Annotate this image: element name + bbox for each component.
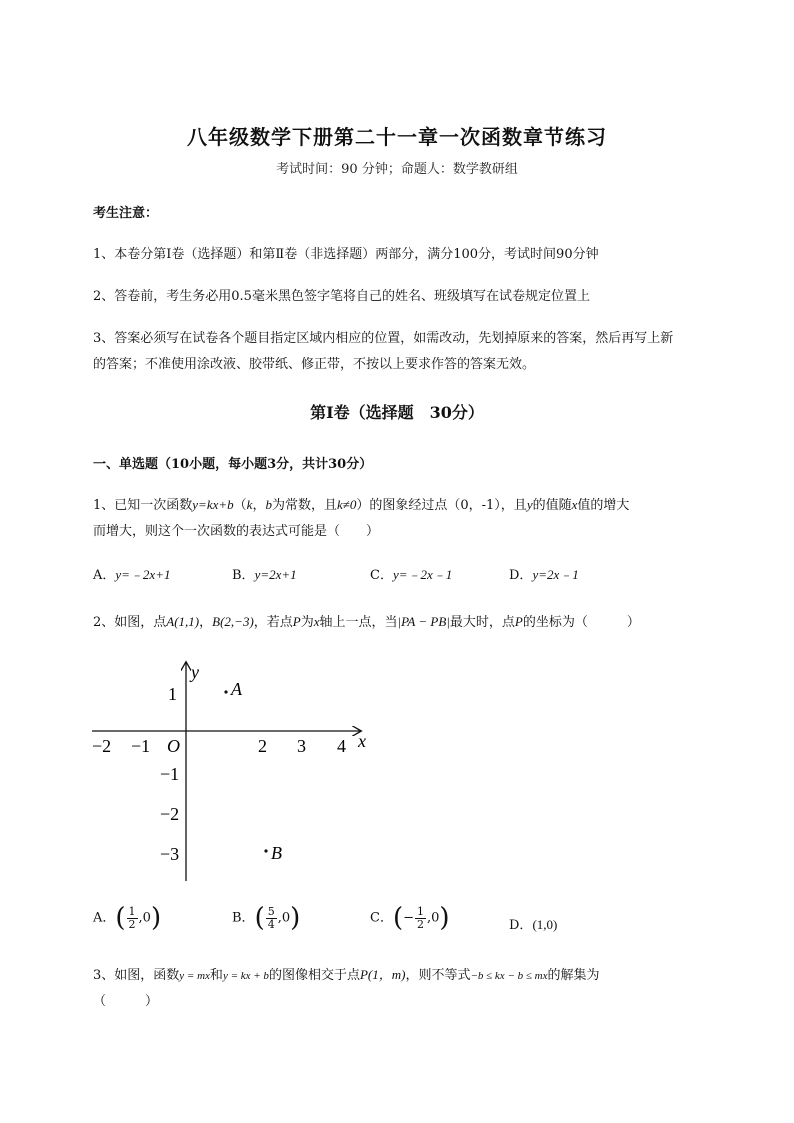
fraction <box>266 906 277 931</box>
point-a-marker <box>224 690 227 693</box>
q2-option-a[interactable] <box>93 905 161 931</box>
q1-text: 的值随 <box>532 498 572 513</box>
question-3-stem <box>93 964 600 983</box>
q3-function-1: y = mx <box>179 970 210 982</box>
question-1-stem <box>93 494 629 513</box>
denominator: 2 <box>128 917 136 931</box>
q3-text: 3、如图，函数 <box>93 968 180 983</box>
q1-var-y: y <box>526 497 533 512</box>
q3-text: 的图像相交于点 <box>268 968 360 983</box>
x-tick-label: −1 <box>131 736 151 756</box>
q2-abs-expression: |PA − PB| <box>397 614 450 629</box>
q1-text: ）的图象经过点（0，-1），且 <box>356 498 527 513</box>
fraction <box>127 906 138 931</box>
q1-text: 为常数，且 <box>271 498 337 513</box>
q1-text: （ <box>233 498 247 513</box>
q3-function-2: y = kx + b <box>222 970 269 982</box>
option-value: y=2x﹣1 <box>532 567 579 582</box>
x-tick-label: 4 <box>337 736 346 756</box>
option-label: C． <box>370 568 393 583</box>
q2-text: 最大时，点 <box>449 615 515 630</box>
option-label: A． <box>93 568 116 583</box>
q1-option-b[interactable] <box>232 564 297 583</box>
coordinate-figure <box>88 655 378 890</box>
option-tail: ,0 <box>427 910 440 926</box>
q3-text: ，则不等式 <box>405 968 471 983</box>
y-tick-label: −2 <box>160 804 180 824</box>
paren-left: ( <box>392 903 404 933</box>
numerator: 5 <box>267 904 275 918</box>
paren-right: ) <box>439 903 450 933</box>
paren-left: ( <box>115 903 126 933</box>
q1-text: 1、已知一次函数 <box>93 498 193 513</box>
q1-text: ， <box>252 498 266 513</box>
option-value: y=2x+1 <box>254 567 297 582</box>
point-b-marker <box>264 849 267 852</box>
q2-text: ，若点 <box>253 615 293 630</box>
denominator: 4 <box>267 917 275 931</box>
q1-var-b: b <box>265 497 272 512</box>
option-tail: ,0 <box>277 910 291 926</box>
question-3-stem-cont: （ ） <box>93 994 159 1009</box>
point-b-label: B <box>271 843 282 863</box>
q2-point-a: A(1,1) <box>166 614 200 629</box>
page-title: 八年级数学下册第二十一章一次函数章节练习 <box>187 125 607 149</box>
q2-option-c[interactable] <box>370 905 450 931</box>
q2-text: 为 <box>300 615 314 630</box>
q1-option-c[interactable] <box>370 564 452 583</box>
q2-text: 2、如图，点 <box>93 615 167 630</box>
x-tick-label: 3 <box>297 736 306 756</box>
option-value: y=﹣2x+1 <box>115 567 171 582</box>
option-label: C． <box>370 910 393 926</box>
q2-option-b[interactable] <box>232 905 300 931</box>
numerator: 1 <box>417 904 425 918</box>
x-tick-label: 2 <box>258 736 267 756</box>
y-tick-labels <box>160 684 179 864</box>
option-label: A． <box>93 910 116 926</box>
paren-right: ) <box>150 903 162 933</box>
q1-option-d[interactable] <box>509 564 579 583</box>
q1-condition: k≠0 <box>336 497 357 512</box>
question-1-stem-cont: 而增大，则这个一次函数的表达式可能是（ ） <box>93 524 380 539</box>
option-value: (1,0) <box>532 917 558 932</box>
y-axis-label: y <box>191 662 199 682</box>
q1-function: y=kx+b <box>192 497 234 512</box>
q3-point-p: P(1，m) <box>359 967 406 982</box>
notice-item-3: 3、答案必须写在试卷各个题目指定区域内相应的位置，如需改动，先划掉原来的答案，然后再写上新 <box>93 331 674 346</box>
q2-var-p: P <box>514 614 523 629</box>
minus-sign: − <box>403 910 415 926</box>
q2-var-p: P <box>292 614 301 629</box>
notice-heading: 考生注意： <box>93 206 159 221</box>
part-heading: 一、单选题（10小题，每小题3分，共计30分） <box>93 457 373 472</box>
origin-label: O <box>167 736 180 756</box>
q1-text: 值的增大 <box>577 498 630 513</box>
q2-point-b: B(2,−3) <box>212 614 254 629</box>
option-label: B． <box>232 910 255 926</box>
x-tick-label: −2 <box>92 736 112 756</box>
paren-right: ) <box>290 903 301 933</box>
option-label: D． <box>509 918 533 933</box>
option-label: B． <box>232 568 255 583</box>
y-tick-label: −1 <box>160 764 180 784</box>
x-tick-labels <box>92 736 346 756</box>
option-label: D． <box>509 568 533 583</box>
q1-option-a[interactable] <box>93 564 170 583</box>
exam-info: 考试时间：90 分钟；命题人：数学教研组 <box>276 162 518 177</box>
q3-inequality: −b ≤ kx − b ≤ mx <box>470 970 548 982</box>
q1-var-k: k <box>246 497 253 512</box>
option-value: y=﹣2x﹣1 <box>392 567 453 582</box>
denominator: 2 <box>417 917 425 931</box>
section-title: 第Ⅰ卷（选择题 30分） <box>310 403 484 422</box>
q2-var-x: x <box>313 614 320 629</box>
point-a-label: A <box>231 679 242 699</box>
paren-left: ( <box>254 903 265 933</box>
notice-item-3-cont: 的答案；不准使用涂改液、胶带纸、修正带，不按以上要求作答的答案无效。 <box>93 357 536 372</box>
x-axis-label: x <box>358 731 366 751</box>
notice-item-2: 2、答卷前，考生务必用0.5毫米黑色签字笔将自己的姓名、班级填写在试卷规定位置上 <box>93 289 590 304</box>
q2-text: 轴上一点，当 <box>319 615 398 630</box>
fraction <box>415 906 426 931</box>
q3-text: 和 <box>209 968 223 983</box>
q1-var-x: x <box>571 497 578 512</box>
q2-text: ， <box>199 615 213 630</box>
numerator: 1 <box>128 904 136 918</box>
option-tail: ,0 <box>138 910 151 926</box>
q2-text: 的坐标为（ ） <box>522 615 640 630</box>
question-2-stem <box>93 611 640 630</box>
y-tick-label: 1 <box>168 684 177 704</box>
q3-text: 的解集为 <box>547 968 600 983</box>
notice-item-1: 1、本卷分第Ⅰ卷（选择题）和第Ⅱ卷（非选择题）两部分，满分100分，考试时间90分钟 <box>93 247 599 262</box>
q2-option-d[interactable] <box>509 914 557 933</box>
y-tick-label: −3 <box>160 844 180 864</box>
